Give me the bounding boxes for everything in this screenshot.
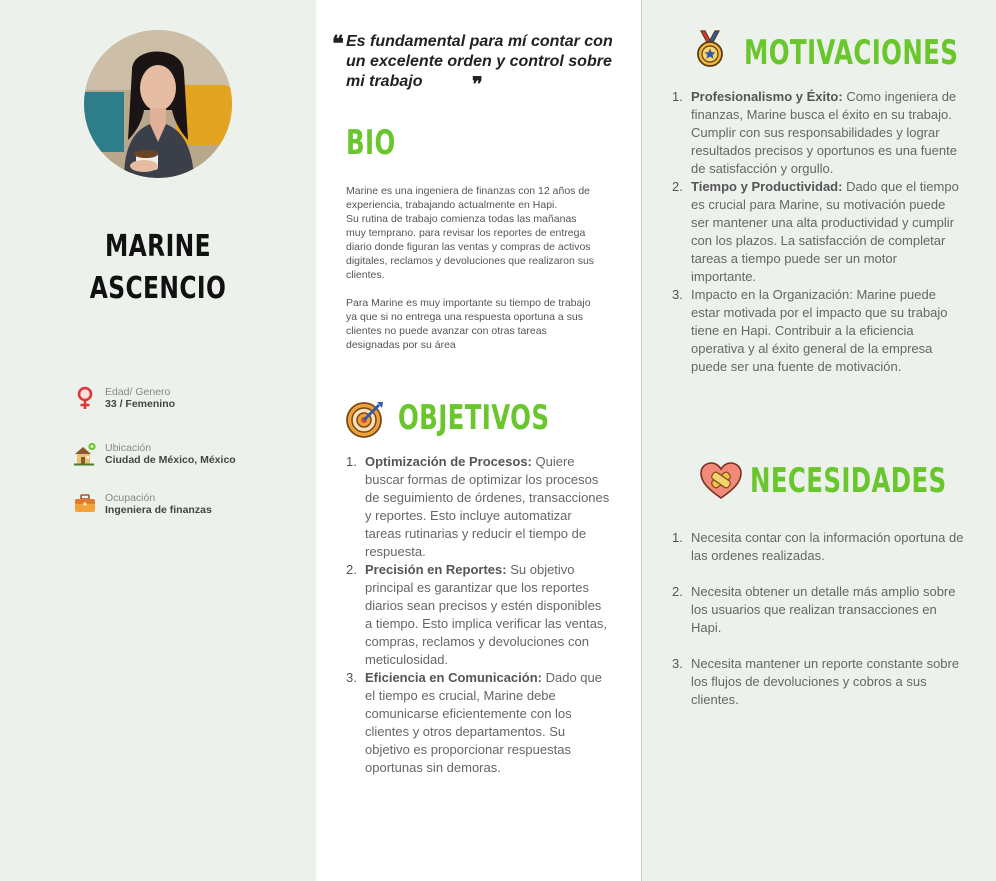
- list-item: [672, 529, 964, 565]
- list-item: [672, 583, 964, 637]
- medal-icon: [692, 30, 728, 68]
- item-text: Su objetivo principal es garantizar que los reportes diarios sean precisos y estén disponibles a tiempo. Esto implica verificar las ventas, compras, reclamos y devoluciones con meticulosidad.: [365, 562, 608, 667]
- bio-heading: BIO: [346, 123, 396, 163]
- list-item: [346, 669, 611, 777]
- necesidades-list: [672, 529, 964, 727]
- avatar-photo: [84, 30, 232, 178]
- bandaged-heart-icon: [700, 462, 742, 500]
- item-text: Quiere buscar formas de optimizar los procesos de seguimiento de órdenes, transacciones y reportes. Esto incluye automatizar tareas rutinarias y reducir el tiempo de respuesta.: [365, 454, 610, 559]
- female-symbol-icon: [74, 386, 96, 410]
- info-label: Edad/ Genero: [105, 386, 171, 398]
- house-location-icon: [74, 442, 96, 466]
- objetivos-heading: OBJETIVOS: [398, 398, 550, 438]
- item-title: Tiempo y Productividad:: [691, 179, 843, 194]
- list-item: [672, 286, 962, 376]
- briefcase-icon: [74, 492, 96, 516]
- item-text: Dado que el tiempo es crucial para Marine, su motivación puede ser mantener una alta productividad y cumplir con los plazos. La satisfacción de completar tareas a tiempo puede ser un motor importante.: [691, 179, 959, 284]
- necesidades-heading: NECESIDADES: [750, 461, 947, 501]
- item-text: Impacto en la Organización: Marine puede estar motivada por el impacto que su trabajo tiene en Hapi. Contribuir a la eficiencia operativa y al éxito general de la empresa puede ser una fuente de motivación.: [691, 287, 948, 374]
- item-title: Profesionalismo y Éxito:: [691, 89, 843, 104]
- item-text: Como ingeniera de finanzas, Marine busca el éxito en su trabajo. Cumplir con sus responsabilidades y lograr resultados precisos y oportunos es una fuente de satisfacción y orgullo.: [691, 89, 957, 176]
- objetivos-list: [346, 453, 611, 777]
- persona-first-name: MARINE: [104, 229, 212, 264]
- item-title: Optimización de Procesos:: [365, 454, 532, 469]
- item-number: 3.: [672, 656, 683, 671]
- item-text: Dado que el tiempo es crucial, Marine debe comunicarse eficientemente con los clientes y otros departamentos. Su objetivo es proporcionar respuestas oportunas sin demoras.: [365, 670, 602, 775]
- item-number: 2.: [672, 179, 683, 194]
- item-number: 2.: [346, 562, 357, 577]
- quote-open-mark: ❝: [332, 31, 344, 57]
- list-item: [672, 88, 962, 178]
- bio-text: Marine es una ingeniera de finanzas con 12 años de experiencia, trabajando actualmente en Hapi. Su rutina de trabajo comienza todas las mañanas muy temprano. para revisar los reportes de entrega diario donde figuran las ventas y compras de activos digitales, reclamos y devoluciones que realizaron sus clientes. Para Marine es muy importante su tiempo de trabajo ya que si no entrega una respuesta oportuna a sus clientes no puede avanzar con otras tareas designadas por su área: [346, 185, 595, 351]
- item-number: 1.: [672, 530, 683, 545]
- item-title: Eficiencia en Comunicación:: [365, 670, 542, 685]
- list-item: [346, 561, 611, 669]
- quote-close-mark: ❞: [472, 72, 483, 96]
- item-number: 1.: [346, 454, 357, 469]
- item-number: 3.: [346, 670, 357, 685]
- item-title: Precisión en Reportes:: [365, 562, 507, 577]
- info-value: Ciudad de México, México: [105, 454, 236, 466]
- item-text: Necesita mantener un reporte constante sobre los flujos de devoluciones y cobros a sus clientes.: [691, 656, 960, 707]
- motivaciones-list: [672, 88, 962, 376]
- item-number: 3.: [672, 287, 683, 302]
- persona-name: [82, 226, 235, 310]
- persona-last-name: ASCENCIO: [89, 271, 227, 306]
- info-value: Ingeniera de finanzas: [105, 504, 212, 516]
- persona-quote: Es fundamental para mí contar con un excelente orden y control sobre mi trabajo: [346, 33, 613, 90]
- info-occupation: [74, 492, 314, 522]
- info-value: 33 / Femenino: [105, 398, 176, 410]
- info-location: [74, 442, 314, 472]
- info-label: Ubicación: [105, 442, 152, 454]
- motivaciones-heading: MOTIVACIONES: [744, 33, 959, 73]
- item-text: Necesita contar con la información oportuna de las ordenes realizadas.: [691, 530, 964, 563]
- list-item: [346, 453, 611, 561]
- info-label: Ocupación: [105, 492, 156, 504]
- item-text: Necesita obtener un detalle más amplio sobre los usuarios que realizan transacciones en Hapi.: [691, 584, 956, 635]
- info-age-gender: [74, 386, 314, 416]
- avatar: [84, 30, 232, 178]
- target-dart-icon: [345, 399, 385, 439]
- list-item: [672, 178, 962, 286]
- list-item: [672, 655, 964, 709]
- item-number: 1.: [672, 89, 683, 104]
- item-number: 2.: [672, 584, 683, 599]
